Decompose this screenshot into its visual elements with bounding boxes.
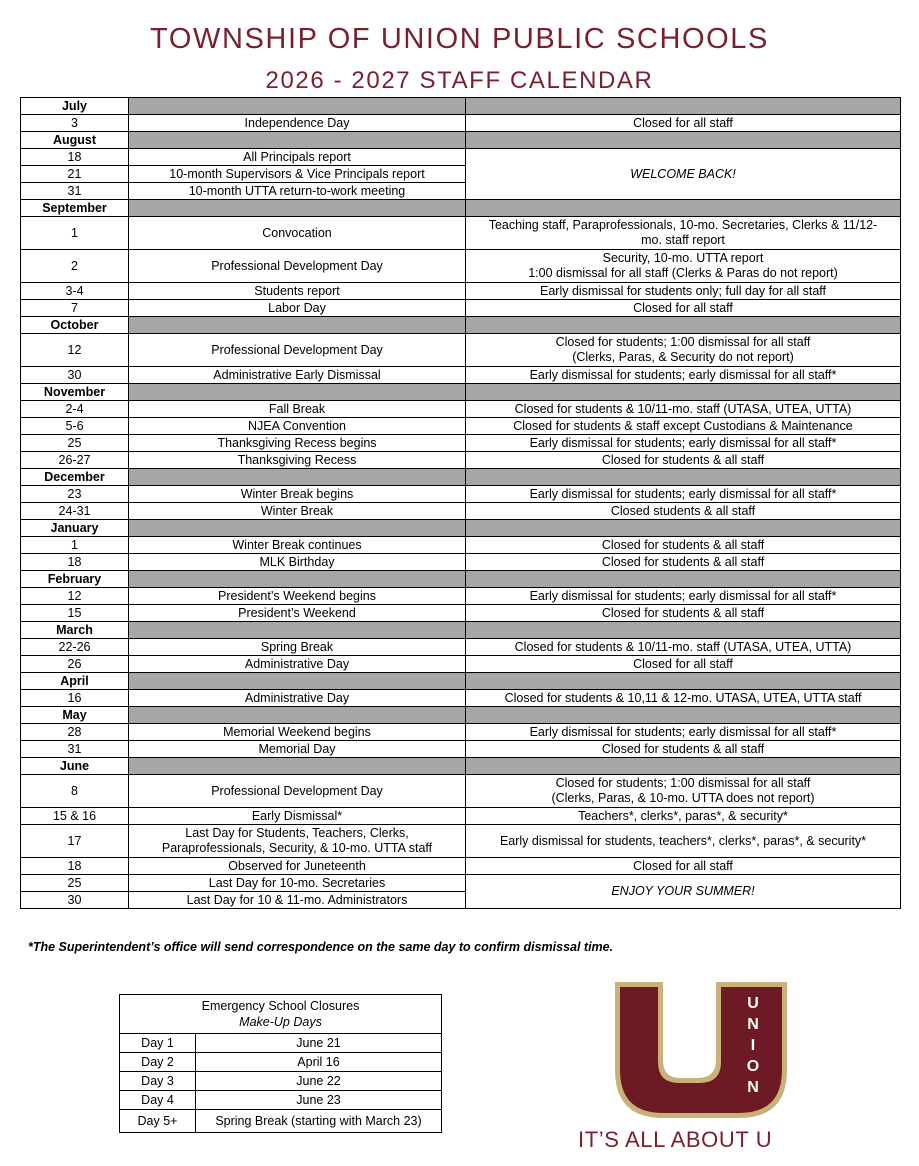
month-header-november	[21, 384, 901, 401]
event-note-line: (Clerks, Paras, & Security do not report)	[572, 350, 794, 364]
month-name: November	[21, 384, 129, 401]
month-header-october	[21, 317, 901, 334]
event-date: 28	[21, 724, 129, 741]
event-date: 15 & 16	[21, 808, 129, 825]
event-name: MLK Birthday	[129, 554, 466, 571]
event-date: 12	[21, 588, 129, 605]
month-header-july	[21, 98, 901, 115]
table-row	[21, 367, 901, 384]
event-name: Professional Development Day	[129, 250, 466, 283]
table-row	[21, 217, 901, 250]
month-name: August	[21, 132, 129, 149]
event-name: Students report	[129, 283, 466, 300]
table-row	[21, 300, 901, 317]
event-note: Closed for all staff	[466, 300, 901, 317]
table-row	[120, 1053, 442, 1072]
event-name: Labor Day	[129, 300, 466, 317]
event-name: President’s Weekend	[129, 605, 466, 622]
table-row	[21, 283, 901, 300]
table-row	[21, 775, 901, 808]
event-date: 18	[21, 554, 129, 571]
event-date: 21	[21, 166, 129, 183]
month-name: July	[21, 98, 129, 115]
event-date: 17	[21, 825, 129, 858]
event-date: 5-6	[21, 418, 129, 435]
table-row	[21, 334, 901, 367]
table-row	[120, 1110, 442, 1133]
makeup-day-label: Day 1	[120, 1034, 196, 1053]
month-name: October	[21, 317, 129, 334]
event-name: Memorial Weekend begins	[129, 724, 466, 741]
table-row	[21, 639, 901, 656]
event-name: All Principals report	[129, 149, 466, 166]
makeup-day-date: June 22	[196, 1072, 442, 1091]
event-name: Observed for Juneteenth	[129, 858, 466, 875]
makeup-day-label: Day 4	[120, 1091, 196, 1110]
table-row	[21, 401, 901, 418]
event-note: Early dismissal for students; early dismissal for all staff*	[466, 435, 901, 452]
event-note: Closed for all staff	[466, 115, 901, 132]
logo-letter: U	[747, 995, 759, 1012]
table-row	[120, 1034, 442, 1053]
table-row	[21, 690, 901, 707]
month-header-february	[21, 571, 901, 588]
event-date: 1	[21, 217, 129, 250]
event-name	[129, 825, 466, 858]
event-name: Winter Break continues	[129, 537, 466, 554]
event-note-line: Closed for students; 1:00 dismissal for all staff	[555, 335, 811, 349]
makeup-day-label: Day 2	[120, 1053, 196, 1072]
event-date: 8	[21, 775, 129, 808]
event-note-line: 1:00 dismissal for all staff (Clerks & Paras do not report)	[528, 266, 838, 280]
event-note: Early dismissal for students only; full day for all staff	[466, 283, 901, 300]
event-date: 12	[21, 334, 129, 367]
event-note: Closed students & all staff	[466, 503, 901, 520]
event-date: 30	[21, 892, 129, 909]
event-note: Early dismissal for students; early dismissal for all staff*	[466, 588, 901, 605]
month-name: September	[21, 200, 129, 217]
table-row	[21, 741, 901, 758]
event-note	[466, 334, 901, 367]
table-row	[21, 115, 901, 132]
event-note: Closed for students & staff except Custodians & Maintenance	[466, 418, 901, 435]
event-note: Early dismissal for students; early dismissal for all staff*	[466, 486, 901, 503]
table-row	[21, 825, 901, 858]
event-date: 25	[21, 435, 129, 452]
event-note: Closed for students & all staff	[466, 605, 901, 622]
event-date: 30	[21, 367, 129, 384]
emergency-closures-table	[119, 994, 442, 1133]
event-note: Closed for students & all staff	[466, 537, 901, 554]
event-date: 18	[21, 149, 129, 166]
makeup-day-label: Day 5+	[120, 1110, 196, 1133]
event-name: 10-month Supervisors & Vice Principals report	[129, 166, 466, 183]
event-note: Early dismissal for students; early dismissal for all staff*	[466, 367, 901, 384]
event-name: Thanksgiving Recess begins	[129, 435, 466, 452]
event-note-line: (Clerks, Paras, & 10-mo. UTTA does not report)	[551, 791, 815, 805]
table-row	[21, 250, 901, 283]
event-name: Thanksgiving Recess	[129, 452, 466, 469]
event-note: Teaching staff, Paraprofessionals, 10-mo. Secretaries, Clerks & 11/12-mo. staff report	[466, 217, 901, 250]
event-date: 1	[21, 537, 129, 554]
event-note: Closed for students & all staff	[466, 452, 901, 469]
event-date: 31	[21, 741, 129, 758]
table-row	[120, 1091, 442, 1110]
event-name-line: Last Day for Students, Teachers, Clerks,	[185, 826, 409, 840]
event-note: Closed for students & 10,11 & 12-mo. UTASA, UTEA, UTTA staff	[466, 690, 901, 707]
logo-tagline: IT’S ALL ABOUT U	[578, 1127, 773, 1152]
makeup-day-date: April 16	[196, 1053, 442, 1072]
month-header-august	[21, 132, 901, 149]
event-date: 3-4	[21, 283, 129, 300]
event-name: Professional Development Day	[129, 775, 466, 808]
footnote: *The Superintendent’s office will send correspondence on the same day to confirm dismissal time.	[28, 940, 614, 954]
month-header-april	[21, 673, 901, 690]
event-name: Winter Break begins	[129, 486, 466, 503]
table-row	[21, 503, 901, 520]
table-row	[21, 605, 901, 622]
event-date: 26	[21, 656, 129, 673]
event-note	[466, 775, 901, 808]
table-row	[21, 656, 901, 673]
table-row	[21, 554, 901, 571]
event-note: Closed for students & 10/11-mo. staff (UTASA, UTEA, UTTA)	[466, 639, 901, 656]
table-row	[21, 588, 901, 605]
month-name: June	[21, 758, 129, 775]
event-note: Closed for students & all staff	[466, 741, 901, 758]
table-row	[21, 452, 901, 469]
event-date: 22-26	[21, 639, 129, 656]
month-header-march	[21, 622, 901, 639]
makeup-day-date: Spring Break (starting with March 23)	[196, 1110, 442, 1133]
event-name: Professional Development Day	[129, 334, 466, 367]
month-header-december	[21, 469, 901, 486]
event-name: Administrative Early Dismissal	[129, 367, 466, 384]
logo-letter: I	[750, 1037, 756, 1054]
event-date: 18	[21, 858, 129, 875]
event-note: Closed for students & all staff	[466, 554, 901, 571]
makeup-day-label: Day 3	[120, 1072, 196, 1091]
event-date: 2-4	[21, 401, 129, 418]
enjoy-summer-note: ENJOY YOUR SUMMER!	[466, 875, 901, 909]
emergency-closures-title: Emergency School Closures	[201, 999, 360, 1013]
logo-letter: O	[746, 1058, 760, 1075]
table-row	[21, 858, 901, 875]
month-name: February	[21, 571, 129, 588]
union-u-logo	[613, 980, 789, 1120]
logo-letter: N	[747, 1016, 759, 1033]
event-name: Early Dismissal*	[129, 808, 466, 825]
event-date: 15	[21, 605, 129, 622]
makeup-day-date: June 23	[196, 1091, 442, 1110]
logo-letter: N	[747, 1079, 759, 1096]
table-row	[21, 418, 901, 435]
table-row	[21, 149, 901, 166]
event-name: Last Day for 10-mo. Secretaries	[129, 875, 466, 892]
event-date: 23	[21, 486, 129, 503]
emergency-closures-subtitle: Make-Up Days	[239, 1015, 322, 1029]
event-name: President’s Weekend begins	[129, 588, 466, 605]
page-subtitle: 2026 - 2027 STAFF CALENDAR	[265, 67, 654, 94]
event-note: Closed for students & 10/11-mo. staff (UTASA, UTEA, UTTA)	[466, 401, 901, 418]
month-name: May	[21, 707, 129, 724]
event-date: 31	[21, 183, 129, 200]
makeup-day-date: June 21	[196, 1034, 442, 1053]
welcome-back-note: WELCOME BACK!	[466, 149, 901, 200]
month-name: March	[21, 622, 129, 639]
month-header-may	[21, 707, 901, 724]
month-header-september	[21, 200, 901, 217]
event-date: 26-27	[21, 452, 129, 469]
staff-calendar-table	[20, 97, 901, 909]
month-header-january	[21, 520, 901, 537]
event-name: Administrative Day	[129, 690, 466, 707]
event-date: 7	[21, 300, 129, 317]
event-name: Spring Break	[129, 639, 466, 656]
emergency-closures-header	[120, 995, 442, 1034]
table-row	[21, 435, 901, 452]
table-row	[120, 1072, 442, 1091]
event-date: 24-31	[21, 503, 129, 520]
event-note: Early dismissal for students; early dismissal for all staff*	[466, 724, 901, 741]
event-note: Closed for all staff	[466, 858, 901, 875]
event-note-line: Security, 10-mo. UTTA report	[602, 251, 764, 265]
page-title: TOWNSHIP OF UNION PUBLIC SCHOOLS	[150, 23, 769, 55]
event-date: 3	[21, 115, 129, 132]
month-name: December	[21, 469, 129, 486]
event-name: Convocation	[129, 217, 466, 250]
event-date: 25	[21, 875, 129, 892]
month-name: April	[21, 673, 129, 690]
table-row	[21, 537, 901, 554]
table-row	[21, 808, 901, 825]
table-row	[21, 486, 901, 503]
event-date: 2	[21, 250, 129, 283]
event-note-line: Closed for students; 1:00 dismissal for all staff	[555, 776, 811, 790]
event-name: Memorial Day	[129, 741, 466, 758]
table-row	[21, 875, 901, 892]
event-name: NJEA Convention	[129, 418, 466, 435]
event-note	[466, 250, 901, 283]
table-row	[21, 724, 901, 741]
month-header-june	[21, 758, 901, 775]
event-name: 10-month UTTA return-to-work meeting	[129, 183, 466, 200]
event-name-line: Paraprofessionals, Security, & 10-mo. UTTA staff	[161, 841, 433, 855]
event-name: Last Day for 10 & 11-mo. Administrators	[129, 892, 466, 909]
event-name: Independence Day	[129, 115, 466, 132]
event-date: 16	[21, 690, 129, 707]
event-note: Early dismissal for students, teachers*, clerks*, paras*, & security*	[466, 825, 901, 858]
event-note: Teachers*, clerks*, paras*, & security*	[466, 808, 901, 825]
event-name: Winter Break	[129, 503, 466, 520]
event-note: Closed for all staff	[466, 656, 901, 673]
event-name: Fall Break	[129, 401, 466, 418]
month-name: January	[21, 520, 129, 537]
event-name: Administrative Day	[129, 656, 466, 673]
